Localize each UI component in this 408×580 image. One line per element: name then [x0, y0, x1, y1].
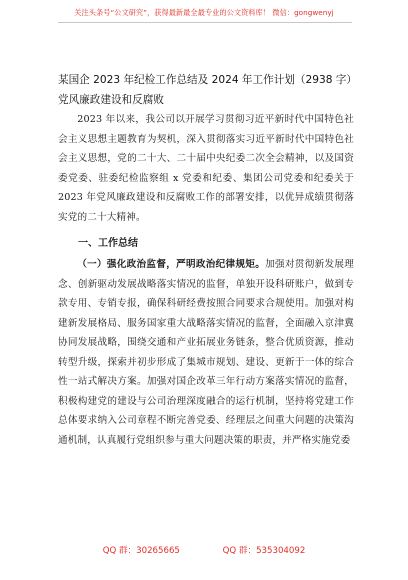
- subsection-text: 加强对贯彻新发展理念、创新驱动发展战略落实情况的监督，单独开设科研账户，做到专款专用、专销专报，确保科研经费按照合同要求合规使用。加强对构建新发展格局、服务国家重大战略落实情况的监督，全面融入京津冀协同发展战略，围绕交通和产业拓展业务链条，整合优质资源，推动转型升级，探索并初步形成了集城市规划、建设、更新于一体的综合性一站式解决方案。加强对国企改革三年行动方案落实情况的监督，积极构建党的建设与公司治理深度融合的运行机制，坚持将党建工作总体要求纳入公司章程不断完善党委、经理层之间重大问题的决策沟通机制，认真履行党组织参与重大问题决策的职责，并严格实施党委: [58, 259, 354, 446]
- document-body: [58, 70, 354, 450]
- intro-paragraph: 2023 年以来，我公司以开展学习贯彻习近平新时代中国特色社会主义思想主题教育为契机，深入贯彻落实习近平新时代中国特色社会主义思想，党的二十大、二十届中央纪委二次全会精神，以及国资委党委、驻委纪检监察组 x 党委和纪委、集团公司党委和纪委关于 2023 年党风廉政建设和反腐败工作的部署安排，以优异成绩贯彻落实党的二十大精神。: [58, 114, 354, 223]
- footer: [0, 544, 408, 556]
- header-banner: 关注头条号“公文研究”，获得最新最全最专业的公文资料库！ 微信：gongwenyj: [74, 8, 334, 17]
- header-divider: [58, 22, 352, 23]
- section-heading-summary: 一、工作总结: [78, 238, 138, 249]
- footer-qq-group-1: QQ 群：30265665: [102, 546, 180, 556]
- footer-qq-group-2: QQ 群：535304092: [222, 546, 306, 556]
- subsection-heading: （一）强化政治监督，严明政治纪律规矩。: [77, 259, 266, 270]
- document-title: 某国企 2023 年纪检工作总结及 2024 年工作计划（2938 字）党风廉政建设和反腐败: [58, 74, 352, 106]
- subsection-paragraph-political-supervision: [58, 255, 354, 450]
